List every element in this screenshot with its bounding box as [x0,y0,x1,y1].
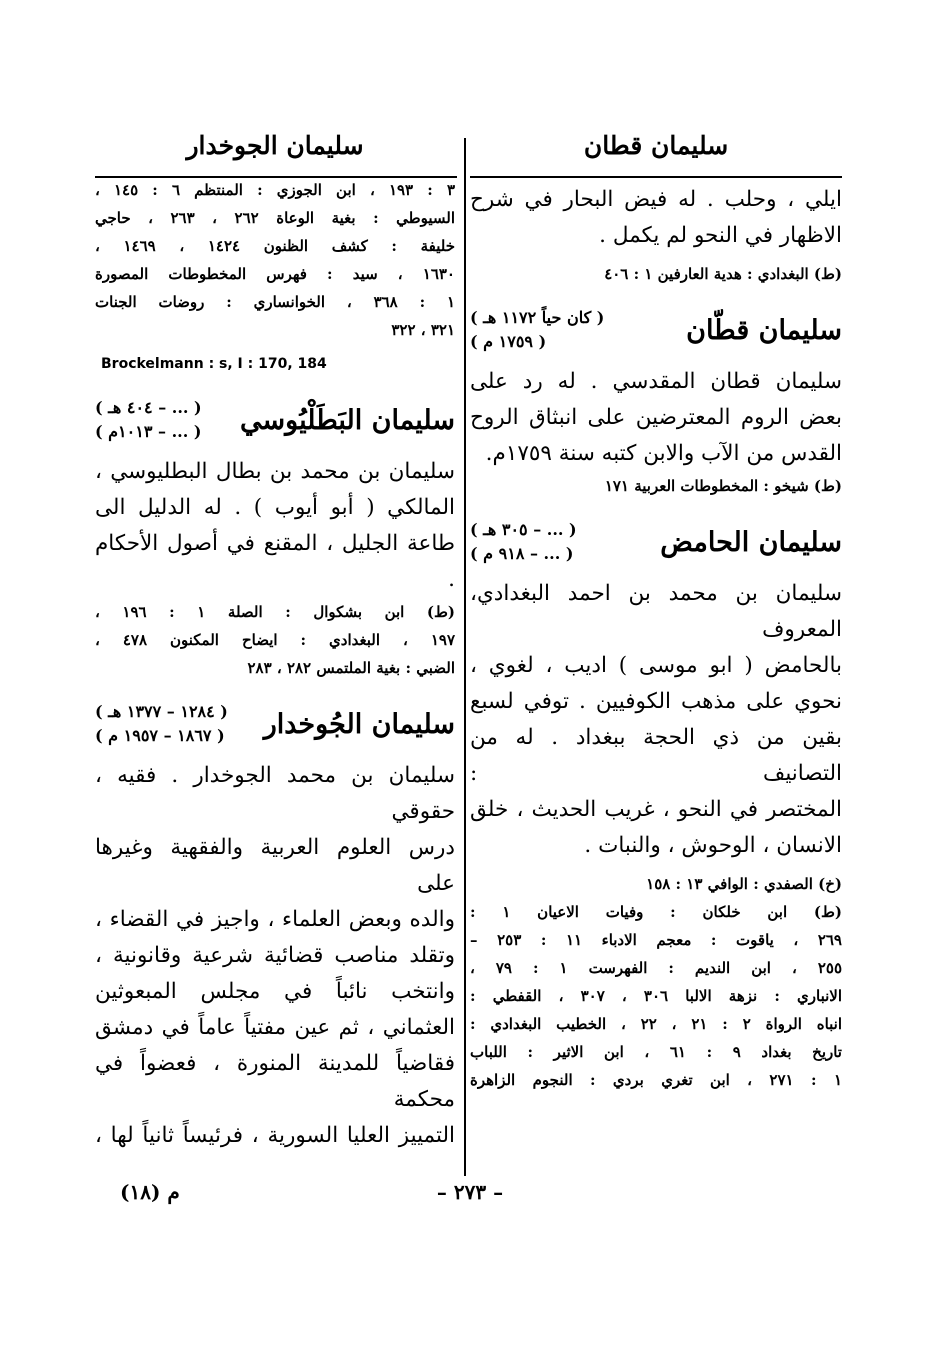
reference-line: انباه الرواة ٢ : ٢١ ، ٢٢ ، الخطيب البغدادي : [470,1015,843,1033]
text-line: فقاضياً للمدينة المنورة ، فعضواً في محكمة [95,1051,455,1112]
entry-heading [95,396,455,444]
entry-name: سليمان الحامض [660,526,842,558]
reference-line: ١ : ٣٦٨ ، الخوانساري : روضات الجنات [95,293,456,311]
entry-heading [470,306,842,354]
text-line: سليمان بن محمد بن بطال البطليوسي ، [95,459,455,484]
right-column [470,120,842,1094]
entry-name: سليمان قطّان [686,314,842,346]
text-line: العثماني ، ثم عين مفتياً عاماً في دمشق [95,1015,455,1040]
left-column [95,120,455,1154]
entry-dates [470,518,577,566]
text-line: طاعة الجليل ، المقنع في أصول الأحكام . [95,531,455,592]
reference-line: ١٩٧ ، البغدادي : ايضاح المكنون ٤٧٨ ، [95,631,455,649]
column-divider [464,138,466,1176]
date-hijri: ( ... – ٣٠٥ هـ ) [470,520,577,539]
reference-line: ١٦٣٠ ، سيد : فهرس المخطوطات المصورة [95,265,455,283]
reference-line: الانباري : نزهة الالبا ٣٠٦ ، ٣٠٧ ، القفطي : [470,987,843,1005]
entry-dates [470,306,604,354]
text-line: بقين من ذي الحجة ببغداد . له من التصانيف : [470,725,842,786]
text-line: المالكي ( أبو أيوب ) . له الدليل الى [95,495,455,520]
running-head-left: سليمان الجوخدار [186,131,364,160]
date-gregorian: ( ... – ١٠١٣م ) [95,422,202,441]
reference-line: (ط) ابن بشكوال : الصلة ١ : ١٩٦ ، [95,603,455,621]
reference-line: الضبي : بغية الملتمس ٢٨٢ ، ٢٨٣ [247,659,455,677]
date-gregorian: ( ١٨٦٧ – ١٩٥٧ م ) [95,726,225,745]
reference-line: ١ : ٢٧١ ، ابن تغري بردي : النجوم الزاهرة [470,1071,842,1089]
reference-line: السيوطي : بغية الوعاة ٢٦٢ ، ٢٦٣ ، حاجي [95,209,455,227]
date-gregorian: ( ١٧٥٩ م ) [470,332,547,351]
text-line: بعض الروم المعترضين على انبثاق الروح [470,405,842,430]
reference-line: ٢٦٩ ، ياقوت : معجم الادباء ١١ : ٢٥٣ – [470,931,842,949]
text-line: درس العلوم العربية والفقهية وغيرها على [95,835,455,896]
entry-name: سليمان الجُوخدار [263,708,455,740]
text-line: الانسان ، الوحوش ، والنبات . [584,833,842,858]
text-line: سليمان قطان المقدسي . له رد على [470,369,842,394]
text-line: نحوي على مذهب الكوفيين . توفي لسبع [470,689,842,714]
date-hijri: ( كان حياً ١١٧٢ هـ ) [470,308,605,327]
text-line: التمييز العليا السورية ، فرئيساً ثانياً لها ، [95,1123,455,1148]
reference-line: ٣ : ١٩٣ ، ابن الجوزي : المنتظم ٦ : ١٤٥ ، [95,181,455,199]
entry-dates [95,396,202,444]
text-line: والده وبعض العلماء ، واجيز في القضاء ، [95,907,455,932]
reference-line: (خ) الصفدي : الوافي ١٣ : ١٥٨ [646,875,842,893]
text-line: المختصر في النحو ، غريب الحديث ، خلق [470,797,842,822]
text-line: بالحامض ( ابو موسى ) اديب ، لغوي ، [470,653,842,678]
text-line: ايلي ، وحلب . له فيض البحار في شرح [470,187,842,212]
entry-name: سليمان البَطَلْيُوسي [240,404,455,436]
entry-heading [95,700,455,748]
reference-line: خليفة : كشف الظنون ١٤٢٤ ، ١٤٦٩ ، [95,237,455,255]
text-line: القدس من الآب والابن كتبه سنة ١٧٥٩م. [485,441,842,466]
reference-line: (ط) البغدادي : هدية العارفين ١ : ٤٠٦ [604,265,842,283]
page-number: – ٢٧٣ – [436,1180,504,1204]
text-line: سليمان بن محمد بن احمد البغدادي، المعروف [470,581,842,642]
reference-line: (ط) شيخو : المخطوطات العربية ١٧١ [604,477,842,495]
text-line: وتقلد مناصب قضائية شرعية وقانونية ، [95,943,455,968]
text-line: وانتخب نائباً في مجلس المبعوثين [95,979,455,1004]
reference-line: ٢٥٥ ، ابن النديم : الفهرست ١ : ٧٩ ، [470,959,842,977]
entry-heading [470,518,842,566]
running-head-right: سليمان قطان [583,131,729,160]
text-line: الاظهار في النحو لم يكمل . [599,223,842,248]
date-gregorian: ( ... – ٩١٨ م ) [470,544,574,563]
date-hijri: ( ... – ٤٠٤ هـ ) [95,398,202,417]
text-line: سليمان بن محمد الجوخدار . فقيه ، حقوقي [95,763,455,824]
date-hijri: ( ١٢٨٤ – ١٣٧٧ هـ ) [95,702,228,721]
signature-mark: م (١٨) [120,1180,180,1204]
reference-line: (ط) ابن خلكان : وفيات الاعيان ١ : [470,903,842,921]
entry-dates [95,700,228,748]
reference-line: ٣٢١ ، ٣٢٢ [391,321,455,339]
reference-line: تاريخ بغداد ٩ : ٦١ ، ابن الاثير : اللباب [470,1043,842,1061]
latin-reference: Brockelmann : s, I : 170, 184 [101,356,327,372]
